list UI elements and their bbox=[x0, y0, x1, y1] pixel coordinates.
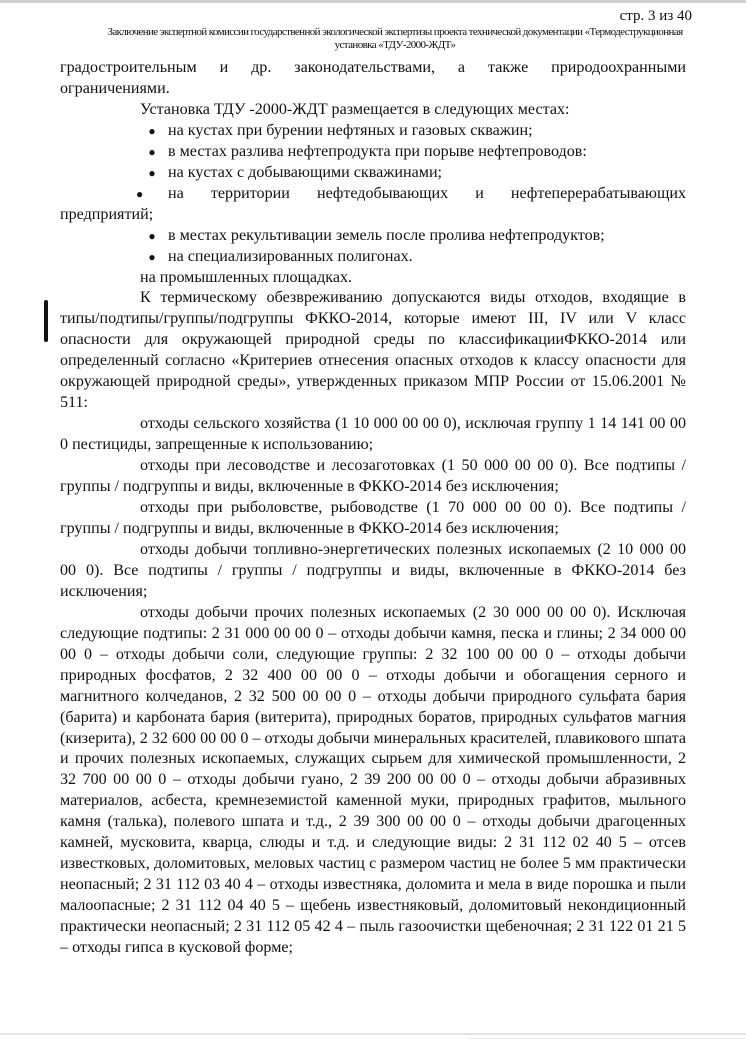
paragraph-forestry: отходы при лесоводстве и лесозаготовках (1 50 000 00 00 0). Все подтипы / группы / подгруппы и виды, включенные в ФККО-2014 без исключения; bbox=[60, 457, 686, 496]
paragraph-fuel: отходы добычи топливно-энергетических полезных ископаемых (2 10 000 00 00 0). Все подтипы / группы / подгруппы и виды, включенные в ФККО-2014 без исключения; bbox=[60, 540, 686, 600]
list-item: ● на кустах с добывающими скважинами; bbox=[60, 163, 686, 184]
list-item: ● в местах разлива нефтепродукта при порыве нефтепроводов: bbox=[60, 142, 686, 163]
bullet-icon bbox=[60, 163, 168, 184]
paragraph-agriculture: отходы сельского хозяйства (1 10 000 00 00 0), исключая группу 1 14 141 00 00 0 пестициды, запрещенные к использованию; bbox=[60, 415, 686, 454]
margin-mark bbox=[44, 300, 48, 342]
scan-edge-bottom-right bbox=[470, 1038, 746, 1039]
scan-edge-bottom bbox=[0, 1033, 746, 1035]
paragraph-continuation: градостроительным и др. законодательствами, а также природоохранными ограничениями. bbox=[60, 59, 686, 97]
running-header: Заключение экспертной комиссии государственной экологической экспертизы проекта технической документации «Термодеструкционная установка «ТДУ-2000-ЖДТ» bbox=[107, 26, 683, 51]
scan-edge bbox=[0, 0, 746, 3]
bullet-icon bbox=[60, 121, 168, 142]
bullet-icon bbox=[60, 142, 168, 163]
list-item: ● в местах рекультивации земель после пролива нефтепродуктов; bbox=[60, 226, 686, 247]
paragraph-placement-intro: Установка ТДУ -2000-ЖДТ размещается в следующих местах: bbox=[140, 100, 570, 118]
document-body bbox=[60, 58, 686, 959]
bullet-icon bbox=[60, 226, 168, 247]
paragraph-waste-intro: К термическому обезвреживанию допускаются виды отходов, входящие в типы/подтипы/группы/подгруппы ФККО-2014, которые имеют III, IV или V класс опасности для окружающей природной среды по классификацииФККО-2014 или определенный согласно «Критериев отнесения опасных отходов к классу опасности для окружающей природной среды», утвержденных приказом МПР России от 15.06.2001 № 511: bbox=[60, 289, 686, 412]
list-item: ● на кустах при бурении нефтяных и газовых скважин; bbox=[60, 121, 686, 142]
bullet-icon bbox=[60, 247, 168, 268]
bullet-icon: ● bbox=[136, 186, 144, 201]
list-item: ● на территории нефтедобывающих и нефтеперерабатывающих предприятий; bbox=[60, 184, 686, 223]
paragraph-fishing: отходы при рыболовстве, рыбоводстве (1 70 000 00 00 0). Все подтипы / группы / подгруппы и виды, включенные в ФККО-2014 без исключения; bbox=[60, 499, 686, 537]
list-item: ● на специализированных полигонах. bbox=[60, 247, 686, 268]
page-number: стр. 3 из 40 bbox=[619, 8, 692, 24]
paragraph-other-minerals: отходы добычи прочих полезных ископаемых (2 30 000 00 00 0). Исключая следующие подтипы: 2 31 000 00 00 0 – отходы добычи камня, песка и глины; 2 34 000 00 00 0 – отходы добычи соли, следующие группы: 2 32 100 00 00 0 – отходы добычи природных фосфатов, 2 32 400 00 00 0 – отходы добычи и обогащения серного и магнитного колчеданов, 2 32 500 00 00 0 – отходы добычи природного сульфата бария (барита) и карбоната бария (витерита), природных боратов, природных сульфатов магния (кизерита), 2 32 600 00 00 0 – отходы добычи минеральных красителей, плавикового шпата и прочих полезных ископаемых, служащих сырьем для химической промышленности, 2 32 700 00 00 0 – отходы добычи гуано, 2 39 200 00 00 0 – отходы добычи абразивных материалов, асбеста, кремнеземистой каменной муки, природных графитов, мыльного камня (талька), полевого шпата и т.д., 2 39 300 00 00 0 – отходы добычи драгоценных камней, мусковита, кварца, слюды и т.д. и следующие виды: 2 31 112 02 40 5 – отсев известковых, доломитовых, меловых частиц с размером частиц не более 5 мм практически неопасный; 2 31 112 03 40 4 – отходы известняка, доломита и мела в виде порошка и пыли малоопасные; 2 31 112 04 40 5 – щебень известняковый, доломитовый некондиционный практически неопасный; 2 31 112 05 42 4 – пыль газоочистки щебеночная; 2 31 122 01 21 5 – отходы гипса в кусковой форме; bbox=[60, 603, 686, 957]
paragraph-industrial-sites: на промышленных площадках. bbox=[140, 268, 353, 286]
